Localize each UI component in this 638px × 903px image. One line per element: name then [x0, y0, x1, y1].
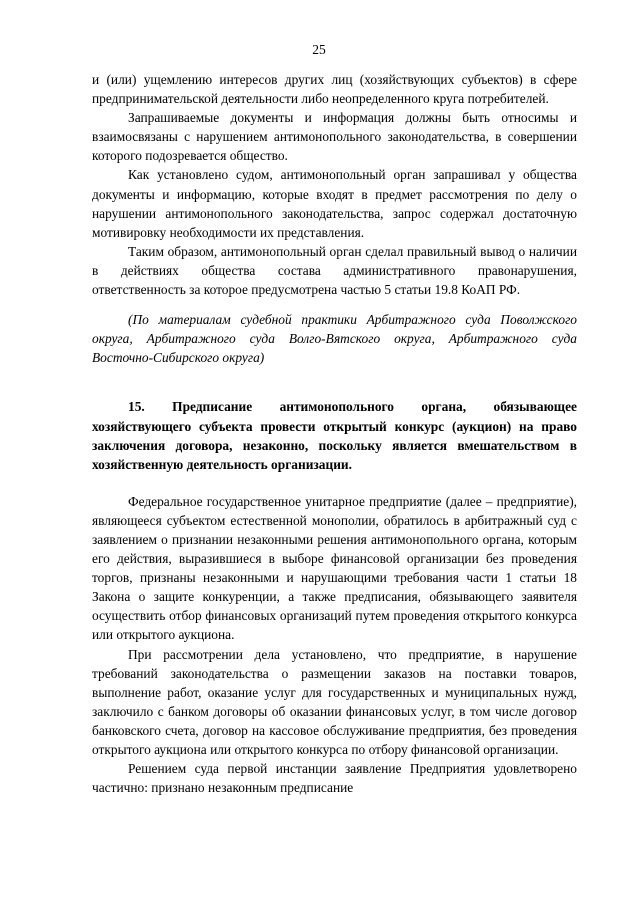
paragraph: Таким образом, антимонопольный орган сделал правильный вывод о наличии в действиях общества состава административного правонарушения, ответственность за которое предусмотрена частью 5 статьи 19.8 КоАП РФ.: [92, 243, 577, 298]
source-citation: (По материалам судебной практики Арбитражного суда Поволжского округа, Арбитражного суда Волго-Вятского округа, Арбитражного суда Восточно-Сибирского округа): [92, 312, 577, 366]
page-number: 25: [312, 42, 326, 57]
paragraph: Запрашиваемые документы и информация должны быть относимы и взаимосвязаны с нарушением антимонопольного законодательства, в совершении которого подозревается общество.: [92, 110, 577, 164]
paragraph: Решением суда первой инстанции заявление Предприятия удовлетворено частично: признано незаконным предписание: [92, 761, 577, 796]
page-body: [92, 70, 577, 797]
section-heading: 15. Предписание антимонопольного органа, обязывающее хозяйствующего субъекта провести открытый конкурс (аукцион) на право заключения договора, незаконно, поскольку является вмешательством в хозяйственную деятельность организации.: [92, 399, 577, 472]
paragraph: При рассмотрении дела установлено, что предприятие, в нарушение требований законодательства о размещении заказов на поставки товаров, выполнение работ, оказание услуг для государственных и муниципальных нужд, заключило с банком договоры об оказании финансовых услуг, в том числе договор банковского счета, договор на кассовое обслуживание предприятия, без проведения открытого аукциона или открытого конкурса по отбору финансовой организации.: [92, 646, 577, 757]
paragraph: Федеральное государственное унитарное предприятие (далее – предприятие), являющееся субъектом естественной монополии, обратилось в арбитражный суд с заявлением о признании незаконными решения антимонопольного органа, которым его действия, выразившиеся в выборе финансовой организации без проведения торгов, признаны незаконными и нарушающими требования части 1 статьи 18 Закона о защите конкуренции, а также предписания, обязывающего заявителя осуществить отбор финансовых организаций путем проведения открытого конкурса или открытого аукциона.: [92, 493, 577, 643]
paragraph: Как установлено судом, антимонопольный орган запрашивал у общества документы и информацию, которые входят в предмет рассмотрения по делу о нарушении антимонопольного законодательства, запрос содержал достаточную мотивировку необходимости их представления.: [92, 167, 577, 240]
paragraph: и (или) ущемлению интересов других лиц (хозяйствующих субъектов) в сфере предпринимательской деятельности либо неопределенного круга потребителей.: [92, 72, 577, 107]
